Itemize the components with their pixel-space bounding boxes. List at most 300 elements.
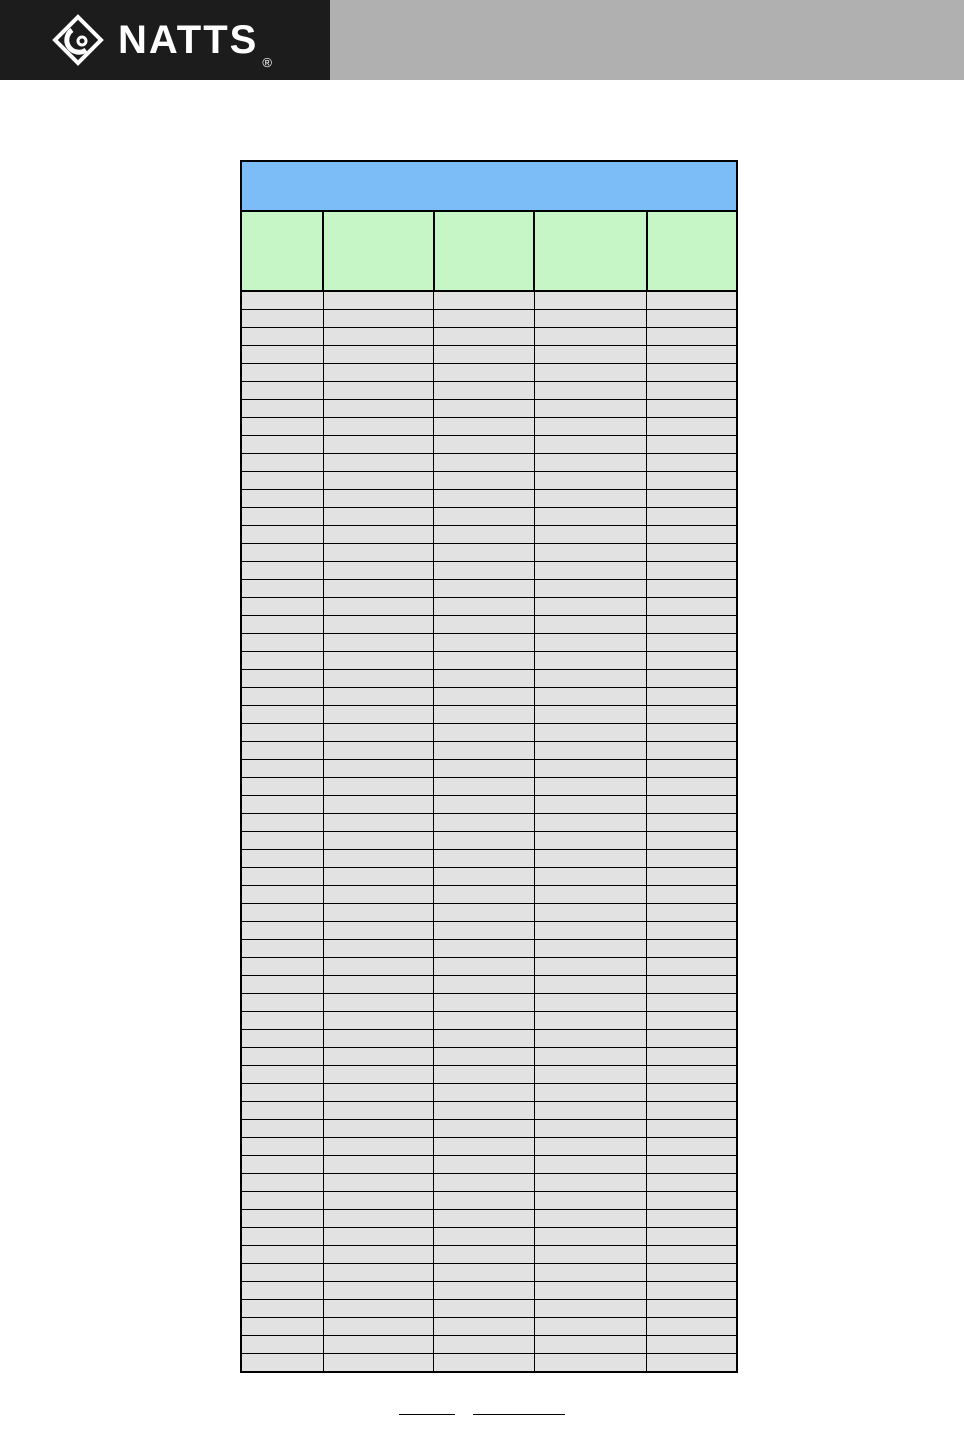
table-cell bbox=[534, 291, 646, 310]
column-header-0 bbox=[241, 211, 323, 291]
table-cell bbox=[534, 850, 646, 868]
table-cell bbox=[241, 724, 323, 742]
table-cell bbox=[647, 1102, 737, 1120]
table-cell bbox=[434, 652, 534, 670]
table-cell bbox=[647, 1066, 737, 1084]
table-cell bbox=[647, 291, 737, 310]
table-cell bbox=[647, 616, 737, 634]
table-row bbox=[241, 562, 737, 580]
table-cell bbox=[647, 922, 737, 940]
column-header-4 bbox=[647, 211, 737, 291]
footer-item-0 bbox=[399, 1400, 455, 1415]
table-cell bbox=[323, 1066, 433, 1084]
table-cell bbox=[647, 868, 737, 886]
table-cell bbox=[647, 850, 737, 868]
table-cell bbox=[647, 1354, 737, 1373]
table-cell bbox=[434, 1156, 534, 1174]
table-row bbox=[241, 670, 737, 688]
table-cell bbox=[434, 1210, 534, 1228]
table-cell bbox=[534, 544, 646, 562]
table-cell bbox=[241, 1138, 323, 1156]
table-cell bbox=[434, 958, 534, 976]
table-cell bbox=[534, 1336, 646, 1354]
table-cell bbox=[534, 1192, 646, 1210]
table-cell bbox=[434, 382, 534, 400]
table-cell bbox=[241, 778, 323, 796]
table-row bbox=[241, 1228, 737, 1246]
table-cell bbox=[647, 1264, 737, 1282]
table-cell bbox=[323, 418, 433, 436]
table-cell bbox=[647, 1210, 737, 1228]
table-cell bbox=[434, 544, 534, 562]
table-cell bbox=[241, 1300, 323, 1318]
table-cell bbox=[241, 904, 323, 922]
table-cell bbox=[434, 454, 534, 472]
table-cell bbox=[434, 526, 534, 544]
table-row bbox=[241, 1282, 737, 1300]
table-row bbox=[241, 1156, 737, 1174]
table-row bbox=[241, 1120, 737, 1138]
table-cell bbox=[323, 436, 433, 454]
table-cell bbox=[323, 328, 433, 346]
table-cell bbox=[241, 706, 323, 724]
table-cell bbox=[534, 418, 646, 436]
table-cell bbox=[434, 598, 534, 616]
table-cell bbox=[241, 742, 323, 760]
table-cell bbox=[241, 1012, 323, 1030]
table-row bbox=[241, 544, 737, 562]
table-cell bbox=[323, 1300, 433, 1318]
table-cell bbox=[434, 814, 534, 832]
table-cell bbox=[647, 634, 737, 652]
table-cell bbox=[323, 346, 433, 364]
table-cell bbox=[434, 1228, 534, 1246]
table-row bbox=[241, 508, 737, 526]
table-row bbox=[241, 1174, 737, 1192]
table-cell bbox=[647, 436, 737, 454]
table-row bbox=[241, 418, 737, 436]
table-cell bbox=[434, 1012, 534, 1030]
table-cell bbox=[647, 1246, 737, 1264]
table-title bbox=[241, 161, 737, 211]
table-cell bbox=[534, 760, 646, 778]
table-cell bbox=[647, 1138, 737, 1156]
table-row bbox=[241, 1192, 737, 1210]
table-cell bbox=[323, 382, 433, 400]
table-cell bbox=[241, 328, 323, 346]
table-cell bbox=[534, 1228, 646, 1246]
table-row bbox=[241, 1246, 737, 1264]
table-cell bbox=[434, 1084, 534, 1102]
table-cell bbox=[241, 1282, 323, 1300]
natts-diamond-logo-icon bbox=[52, 14, 104, 66]
table-cell bbox=[241, 1030, 323, 1048]
table-cell bbox=[434, 1066, 534, 1084]
table-cell bbox=[241, 1120, 323, 1138]
data-table bbox=[240, 160, 738, 1373]
table-cell bbox=[241, 454, 323, 472]
table-cell bbox=[323, 814, 433, 832]
table-cell bbox=[323, 670, 433, 688]
table-cell bbox=[434, 922, 534, 940]
table-cell bbox=[241, 1102, 323, 1120]
table-cell bbox=[534, 454, 646, 472]
brand-logo-block bbox=[0, 0, 330, 80]
table-row bbox=[241, 1066, 737, 1084]
table-row bbox=[241, 994, 737, 1012]
table-row bbox=[241, 1030, 737, 1048]
table-row bbox=[241, 760, 737, 778]
table-cell bbox=[647, 310, 737, 328]
table-cell bbox=[323, 958, 433, 976]
table-cell bbox=[323, 1048, 433, 1066]
table-cell bbox=[647, 544, 737, 562]
data-table-container bbox=[240, 160, 738, 1373]
table-cell bbox=[434, 562, 534, 580]
table-cell bbox=[323, 291, 433, 310]
table-cell bbox=[534, 562, 646, 580]
table-row bbox=[241, 976, 737, 994]
table-cell bbox=[534, 1066, 646, 1084]
table-cell bbox=[434, 400, 534, 418]
table-cell bbox=[534, 1300, 646, 1318]
table-cell bbox=[323, 886, 433, 904]
table-cell bbox=[534, 976, 646, 994]
table-cell bbox=[323, 580, 433, 598]
table-cell bbox=[647, 472, 737, 490]
table-cell bbox=[241, 688, 323, 706]
table-cell bbox=[647, 706, 737, 724]
table-row bbox=[241, 742, 737, 760]
table-cell bbox=[323, 400, 433, 418]
table-cell bbox=[241, 526, 323, 544]
table-cell bbox=[241, 814, 323, 832]
table-cell bbox=[647, 832, 737, 850]
table-cell bbox=[647, 670, 737, 688]
table-cell bbox=[434, 346, 534, 364]
table-cell bbox=[647, 1174, 737, 1192]
table-cell bbox=[323, 940, 433, 958]
table-cell bbox=[647, 652, 737, 670]
table-row bbox=[241, 490, 737, 508]
table-cell bbox=[647, 904, 737, 922]
table-row bbox=[241, 346, 737, 364]
table-cell bbox=[534, 328, 646, 346]
brand-name: NATTS bbox=[118, 17, 259, 62]
table-cell bbox=[534, 310, 646, 328]
table-row bbox=[241, 1300, 737, 1318]
table-cell bbox=[241, 562, 323, 580]
table-cell bbox=[241, 1210, 323, 1228]
table-cell bbox=[434, 1120, 534, 1138]
table-cell bbox=[323, 742, 433, 760]
table-cell bbox=[534, 1282, 646, 1300]
table-cell bbox=[323, 1228, 433, 1246]
table-cell bbox=[534, 868, 646, 886]
table-row bbox=[241, 1318, 737, 1336]
table-cell bbox=[534, 742, 646, 760]
table-row bbox=[241, 886, 737, 904]
column-header-3 bbox=[534, 211, 646, 291]
table-cell bbox=[434, 1264, 534, 1282]
table-cell bbox=[534, 1174, 646, 1192]
table-cell bbox=[647, 1300, 737, 1318]
table-cell bbox=[647, 454, 737, 472]
table-cell bbox=[323, 796, 433, 814]
table-cell bbox=[647, 1048, 737, 1066]
table-cell bbox=[241, 436, 323, 454]
table-cell bbox=[534, 922, 646, 940]
table-cell bbox=[647, 814, 737, 832]
table-cell bbox=[534, 526, 646, 544]
table-row bbox=[241, 382, 737, 400]
table-cell bbox=[323, 1354, 433, 1373]
table-cell bbox=[647, 490, 737, 508]
table-cell bbox=[241, 1318, 323, 1336]
table-cell bbox=[534, 616, 646, 634]
table-cell bbox=[434, 1318, 534, 1336]
table-cell bbox=[323, 922, 433, 940]
registered-trademark-icon: ® bbox=[262, 55, 272, 70]
table-cell bbox=[647, 1012, 737, 1030]
table-cell bbox=[323, 994, 433, 1012]
table-cell bbox=[647, 760, 737, 778]
table-cell bbox=[434, 1138, 534, 1156]
table-cell bbox=[434, 1192, 534, 1210]
table-cell bbox=[434, 670, 534, 688]
table-cell bbox=[434, 868, 534, 886]
table-cell bbox=[647, 1336, 737, 1354]
table-cell bbox=[323, 778, 433, 796]
table-cell bbox=[647, 400, 737, 418]
table-cell bbox=[323, 760, 433, 778]
table-cell bbox=[647, 1192, 737, 1210]
table-cell bbox=[534, 958, 646, 976]
table-cell bbox=[241, 310, 323, 328]
table-cell bbox=[323, 634, 433, 652]
table-row bbox=[241, 1210, 737, 1228]
table-row bbox=[241, 958, 737, 976]
table-cell bbox=[434, 940, 534, 958]
table-cell bbox=[434, 418, 534, 436]
table-cell bbox=[323, 1138, 433, 1156]
table-cell bbox=[323, 850, 433, 868]
table-row bbox=[241, 328, 737, 346]
table-cell bbox=[434, 472, 534, 490]
table-cell bbox=[434, 706, 534, 724]
table-row bbox=[241, 904, 737, 922]
table-row bbox=[241, 364, 737, 382]
table-cell bbox=[534, 1120, 646, 1138]
table-cell bbox=[434, 832, 534, 850]
table-cell bbox=[534, 400, 646, 418]
page-header-band bbox=[0, 0, 964, 80]
table-cell bbox=[241, 580, 323, 598]
table-cell bbox=[241, 1354, 323, 1373]
table-cell bbox=[323, 508, 433, 526]
table-cell bbox=[434, 1246, 534, 1264]
table-cell bbox=[434, 1102, 534, 1120]
table-cell bbox=[323, 1210, 433, 1228]
table-cell bbox=[534, 382, 646, 400]
table-cell bbox=[241, 382, 323, 400]
table-cell bbox=[241, 670, 323, 688]
table-cell bbox=[647, 688, 737, 706]
table-cell bbox=[647, 742, 737, 760]
table-cell bbox=[434, 688, 534, 706]
table-cell bbox=[434, 1354, 534, 1373]
table-cell bbox=[434, 634, 534, 652]
table-cell bbox=[434, 904, 534, 922]
table-row bbox=[241, 436, 737, 454]
table-cell bbox=[534, 652, 646, 670]
table-title-row bbox=[241, 161, 737, 211]
table-cell bbox=[534, 688, 646, 706]
table-cell bbox=[434, 976, 534, 994]
table-row bbox=[241, 454, 737, 472]
table-cell bbox=[241, 1174, 323, 1192]
table-cell bbox=[434, 1336, 534, 1354]
table-cell bbox=[434, 328, 534, 346]
table-row bbox=[241, 1354, 737, 1373]
table-cell bbox=[647, 1156, 737, 1174]
table-cell bbox=[323, 904, 433, 922]
table-row bbox=[241, 598, 737, 616]
table-cell bbox=[647, 940, 737, 958]
table-cell bbox=[647, 526, 737, 544]
table-cell bbox=[323, 616, 433, 634]
table-cell bbox=[434, 1030, 534, 1048]
table-cell bbox=[534, 1318, 646, 1336]
table-cell bbox=[323, 544, 433, 562]
table-cell bbox=[323, 1192, 433, 1210]
page-footer bbox=[0, 1400, 964, 1436]
table-row bbox=[241, 1012, 737, 1030]
table-cell bbox=[534, 346, 646, 364]
table-cell bbox=[323, 1264, 433, 1282]
table-cell bbox=[647, 724, 737, 742]
table-row bbox=[241, 814, 737, 832]
table-row bbox=[241, 796, 737, 814]
table-cell bbox=[647, 508, 737, 526]
table-cell bbox=[241, 652, 323, 670]
table-cell bbox=[241, 1084, 323, 1102]
table-cell bbox=[323, 454, 433, 472]
table-cell bbox=[241, 796, 323, 814]
table-cell bbox=[241, 868, 323, 886]
table-cell bbox=[534, 778, 646, 796]
table-cell bbox=[241, 418, 323, 436]
table-row bbox=[241, 688, 737, 706]
table-cell bbox=[647, 1318, 737, 1336]
table-cell bbox=[534, 796, 646, 814]
table-cell bbox=[241, 400, 323, 418]
table-cell bbox=[434, 742, 534, 760]
table-cell bbox=[434, 1282, 534, 1300]
table-row bbox=[241, 652, 737, 670]
table-cell bbox=[323, 1156, 433, 1174]
table-row bbox=[241, 291, 737, 310]
table-cell bbox=[241, 1264, 323, 1282]
table-cell bbox=[647, 1282, 737, 1300]
table-cell bbox=[323, 598, 433, 616]
table-row bbox=[241, 1102, 737, 1120]
table-cell bbox=[534, 1030, 646, 1048]
table-cell bbox=[323, 1174, 433, 1192]
table-cell bbox=[241, 508, 323, 526]
table-cell bbox=[647, 580, 737, 598]
table-cell bbox=[647, 886, 737, 904]
table-cell bbox=[323, 1246, 433, 1264]
table-cell bbox=[434, 310, 534, 328]
table-cell bbox=[647, 1120, 737, 1138]
table-cell bbox=[323, 868, 433, 886]
table-cell bbox=[534, 1156, 646, 1174]
table-cell bbox=[323, 1282, 433, 1300]
table-row bbox=[241, 400, 737, 418]
table-cell bbox=[241, 760, 323, 778]
table-cell bbox=[323, 724, 433, 742]
table-cell bbox=[534, 904, 646, 922]
table-cell bbox=[323, 832, 433, 850]
table-cell bbox=[534, 580, 646, 598]
column-header-2 bbox=[434, 211, 534, 291]
table-header-row bbox=[241, 211, 737, 291]
table-cell bbox=[647, 364, 737, 382]
table-cell bbox=[323, 1084, 433, 1102]
table-cell bbox=[323, 688, 433, 706]
table-cell bbox=[434, 778, 534, 796]
table-cell bbox=[534, 598, 646, 616]
table-cell bbox=[534, 940, 646, 958]
table-row bbox=[241, 1336, 737, 1354]
table-cell bbox=[434, 508, 534, 526]
table-cell bbox=[434, 796, 534, 814]
table-cell bbox=[534, 706, 646, 724]
table-cell bbox=[434, 580, 534, 598]
table-cell bbox=[241, 940, 323, 958]
table-cell bbox=[647, 1030, 737, 1048]
table-cell bbox=[323, 1318, 433, 1336]
table-cell bbox=[434, 1174, 534, 1192]
table-row bbox=[241, 706, 737, 724]
table-cell bbox=[534, 472, 646, 490]
table-cell bbox=[647, 328, 737, 346]
table-cell bbox=[647, 346, 737, 364]
table-cell bbox=[323, 310, 433, 328]
table-cell bbox=[434, 724, 534, 742]
table-cell bbox=[241, 634, 323, 652]
table-row bbox=[241, 616, 737, 634]
table-cell bbox=[534, 1084, 646, 1102]
table-cell bbox=[323, 1120, 433, 1138]
table-cell bbox=[323, 1336, 433, 1354]
table-cell bbox=[323, 652, 433, 670]
table-cell bbox=[534, 634, 646, 652]
table-row bbox=[241, 1048, 737, 1066]
table-cell bbox=[534, 832, 646, 850]
table-row bbox=[241, 310, 737, 328]
table-cell bbox=[241, 1228, 323, 1246]
table-cell bbox=[647, 976, 737, 994]
table-row bbox=[241, 1084, 737, 1102]
table-cell bbox=[323, 1030, 433, 1048]
table-row bbox=[241, 850, 737, 868]
table-cell bbox=[534, 436, 646, 454]
table-cell bbox=[534, 1354, 646, 1373]
table-cell bbox=[434, 436, 534, 454]
table-cell bbox=[434, 291, 534, 310]
